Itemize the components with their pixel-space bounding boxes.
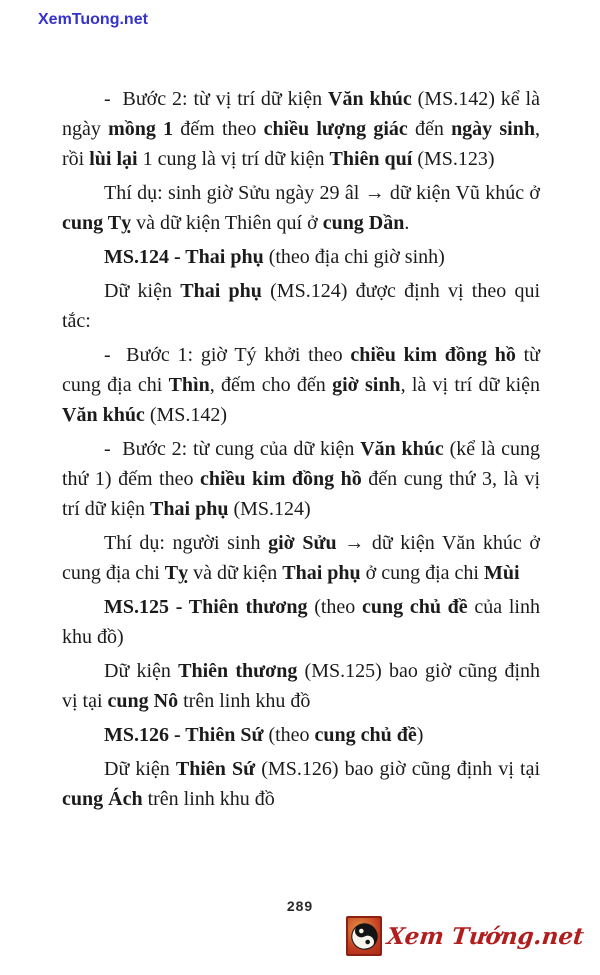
para-ms124-rule: Dữ kiện Thai phụ (MS.124) được định vị theo qui tắc: [62,280,541,332]
heading-ms124: MS.124 - Thai phụ (theo địa chi giờ sinh) [104,246,445,268]
para-ms125-rule: Dữ kiện Thiên thương (MS.125) bao giờ cũng định vị tại cung Nô trên linh khu đồ [62,660,540,712]
text-block [62,84,540,818]
para-step2-van-khuc: - Bước 2: từ vị trí dữ kiện Văn khúc (MS.142) kể là ngày mồng 1 đếm theo chiều lượng giác đến ngày sinh, rồi lùi lại 1 cung là vị trí dữ kiện Thiên quí (MS.123) [62,88,540,170]
heading-ms125: MS.125 - Thiên thương (theo cung chủ đề của linh khu đồ) [62,596,540,648]
para-ms124-step2: - Bước 2: từ cung của dữ kiện Văn khúc (kể là cung thứ 1) đếm theo chiều kim đồng hồ đến cung thứ 3, là vị trí dữ kiện Thai phụ (MS.124) [62,438,541,520]
para-ms126-rule: Dữ kiện Thiên Sứ (MS.126) bao giờ cũng định vị tại cung Ách trên linh khu đồ [62,758,541,810]
yin-yang-icon [346,916,382,956]
para-ms124-example: Thí dụ: người sinh giờ Sửu → dữ kiện Văn khúc ở cung địa chi Tỵ và dữ kiện Thai phụ ở cung địa chi Mùi [62,532,540,584]
watermark-link[interactable]: XemTuong.net [38,11,148,28]
para-example-suu-29: Thí dụ: sinh giờ Sửu ngày 29 âl → dữ kiện Vũ khúc ở cung Tỵ và dữ kiện Thiên quí ở cung Dần. [62,182,540,234]
site-logo[interactable] [346,916,584,956]
logo-text: Xem Tướng.net [385,922,586,950]
para-ms124-step1: - Bước 1: giờ Tý khởi theo chiều kim đồng hồ từ cung địa chi Thìn, đếm cho đến giờ sinh, là vị trí dữ kiện Văn khúc (MS.142) [62,344,540,426]
heading-ms126: MS.126 - Thiên Sứ (theo cung chủ đề) [104,724,424,746]
page-number: 289 [286,898,314,914]
